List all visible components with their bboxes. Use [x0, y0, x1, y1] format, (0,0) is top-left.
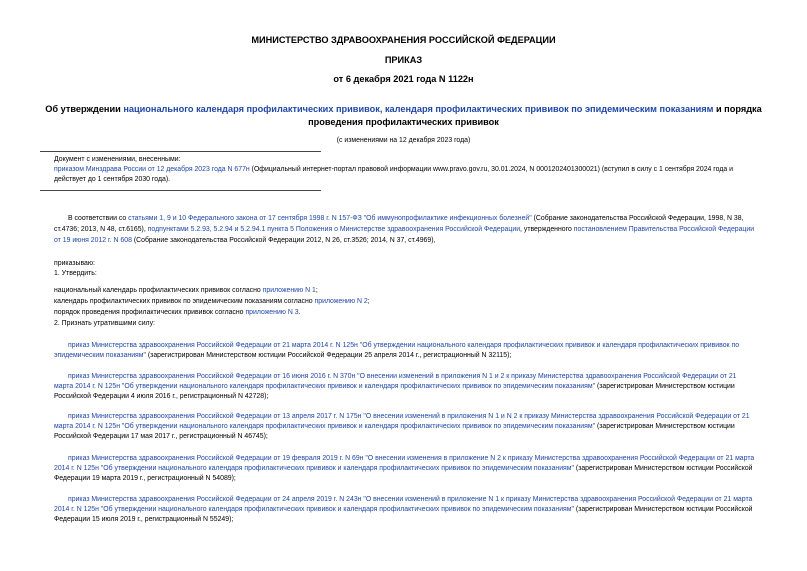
preamble-l2-b: , утвержденного — [520, 226, 574, 233]
government-decree-link[interactable]: постановлением Правительства Российской Федерации — [573, 226, 755, 233]
regulation-link[interactable]: подпунктами 5.2.93, 5.2.94 и 5.2.94.1 пункта 5 Положения о Министерстве здравоохранения Российской Федерации — [147, 226, 521, 233]
title-link[interactable]: национального календаря профилактических прививок, календаря профилактических прививок по эпидемическим показаниям — [123, 104, 714, 114]
item1-end: ; — [315, 287, 318, 294]
changes-bottom-rule — [40, 190, 321, 191]
repealed-order-5-line3: Федерации 15 июля 2019 г., регистрационный N 55249); — [54, 516, 234, 523]
item2-text: календарь профилактических прививок по эпидемическим показаниям согласно — [54, 298, 315, 305]
repealed-order-4-line1[interactable]: приказ Министерства здравоохранения Российской Федерации от 19 февраля 2019 г. N 69н "О внесении изменения в приложение N 2 к приказу Министерства здравоохранения Российской Федерации от 21 марта — [68, 455, 755, 462]
changes-top-rule — [40, 151, 321, 152]
document-title — [0, 104, 807, 114]
repealed-order-2-link[interactable]: марта 2014 г. N 125н "Об утверждении национального календаря профилактических прививок и календаря профилактических прививок по эпидемическим показаниям" — [54, 383, 596, 390]
repealed-order-3-line3: Российской Федерации 17 мая 2017 г., регистрационный N 46745); — [54, 433, 268, 440]
repealed-order-1-line1[interactable]: приказ Министерства здравоохранения Российской Федерации от 21 марта 2014 г. N 125н "Об утверждении национального календаря профилактических прививок и календаря профилактических прививок по — [68, 342, 740, 349]
repealed-order-5-line2 — [54, 506, 753, 513]
approve-item-1 — [54, 287, 318, 294]
changes-line2 — [54, 166, 733, 173]
preamble-l2-a: ст.4736; 2013, N 48, ст.6165), — [54, 226, 148, 233]
preamble-line1 — [68, 215, 743, 222]
date-number-heading: от 6 декабря 2021 года N 1122н — [333, 74, 474, 84]
title-mid: и порядка — [713, 104, 762, 114]
changes-label: Документ с изменениями, внесенными: — [54, 156, 181, 163]
repealed-order-3-rest: (зарегистрирован Министерством юстиции — [595, 423, 735, 430]
preamble-l1-b: (Собрание законодательства Российской Федерации, 1998, N 38, — [531, 215, 744, 222]
title-prefix: Об утверждении — [45, 104, 124, 114]
changes-line2-rest: (Официальный интернет-портал правовой информации www.pravo.gov.ru, 30.01.2024, N 0001202401300021) (вступил в силу с 1 сентября 2024 года и — [249, 166, 733, 173]
invalidate-item: 2. Признать утратившими силу: — [54, 320, 155, 327]
repealed-order-1-link[interactable]: эпидемическим показаниям" — [54, 352, 146, 359]
repealed-order-1-rest: (зарегистрирован Министерством юстиции Российской Федерации 25 апреля 2014 г., регистрационный N 32115); — [145, 352, 512, 359]
document-title-line2: проведения профилактических прививок — [308, 117, 499, 127]
approve-item-2 — [54, 298, 370, 305]
doc-type-heading: ПРИКАЗ — [384, 55, 423, 65]
repealed-order-3-line2 — [54, 423, 735, 430]
amended-note: (с изменениями на 12 декабря 2023 года) — [336, 137, 471, 144]
item1-text: национальный календарь профилактических прививок согласно — [54, 287, 263, 294]
repealed-order-2-line1[interactable]: приказ Министерства здравоохранения Российской Федерации от 16 июня 2016 г. N 370н "О внесении изменений в приложения N 1 и 2 к приказу Министерства здравоохранения Российской Федерации от 21 — [68, 373, 737, 380]
approve-item: 1. Утвердить: — [54, 270, 97, 277]
repealed-order-1-line2 — [54, 352, 511, 359]
repealed-order-2-line2 — [54, 383, 735, 390]
repealed-order-5-rest: (зарегистрирован Министерством юстиции Российской — [573, 506, 753, 513]
decree-date-link[interactable]: от 19 июня 2012 г. N 608 — [54, 237, 132, 244]
law-link[interactable]: статьями 1, 9 и 10 Федерального закона от 17 сентября 1998 г. N 157-ФЗ "Об иммунопрофилактике инфекционных болезней" — [128, 215, 532, 222]
prikazyvayu-text: приказываю: — [54, 260, 95, 267]
repealed-order-3-link[interactable]: марта 2014 г. N 125н "Об утверждении национального календаря профилактических прививок и календаря профилактических прививок по эпидемическим показаниям" — [54, 423, 596, 430]
repealed-order-3-line1[interactable]: приказ Министерства здравоохранения Российской Федерации от 13 апреля 2017 г. N 175н "О внесении изменений в приложения N 1 и N 2 к приказу Министерства здравоохранения Российской Федерации от 21 — [68, 413, 750, 420]
repealed-order-2-rest: (зарегистрирован Министерством юстиции — [595, 383, 735, 390]
changes-line3: действует до 1 сентября 2030 года). — [54, 176, 171, 183]
repealed-order-4-line3: Федерации 19 марта 2019 г., регистрационный N 54089); — [54, 475, 236, 482]
repealed-order-5-link[interactable]: 2014 г. N 125н "Об утверждении национального календаря профилактических прививок и календаря профилактических прививок по эпидемическим показаниям" — [54, 506, 574, 513]
item3-text: порядок проведения профилактических прививок согласно — [54, 309, 246, 316]
amending-order-link[interactable]: приказом Минздрава России от 12 декабря 2023 года N 677н — [54, 166, 250, 173]
appendix-1-link[interactable]: приложению N 1 — [262, 287, 316, 294]
repealed-order-4-link[interactable]: 2014 г. N 125н "Об утверждении национального календаря профилактических прививок и календаря профилактических прививок по эпидемическим показаниям" — [54, 465, 574, 472]
item2-end: ; — [367, 298, 370, 305]
preamble-line2 — [54, 226, 754, 233]
preamble-line3 — [54, 237, 435, 244]
preamble-l3-b: (Собрание законодательства Российской Федерации 2012, N 26, ст.3526; 2014, N 37, ст.4969), — [131, 237, 436, 244]
repealed-order-4-line2 — [54, 465, 753, 472]
appendix-2-link[interactable]: приложению N 2 — [314, 298, 368, 305]
approve-item-3 — [54, 309, 301, 316]
repealed-order-5-line1[interactable]: приказ Министерства здравоохранения Российской Федерации от 24 апреля 2019 г. N 243н "О внесении изменений в приложение N 1 к приказу Министерства здравоохранения Российской Федерации от 21 марта — [68, 496, 753, 503]
preamble-l1-a: В соответствии со — [68, 215, 129, 222]
appendix-3-link[interactable]: приложению N 3 — [245, 309, 299, 316]
repealed-order-4-rest: (зарегистрирован Министерством юстиции Российской — [573, 465, 753, 472]
repealed-order-2-line3: Российской Федерации 4 июля 2016 г., регистрационный N 42728); — [54, 393, 269, 400]
ministry-heading: МИНИСТЕРСТВО ЗДРАВООХРАНЕНИЯ РОССИЙСКОЙ ФЕДЕРАЦИИ — [251, 35, 556, 45]
item3-end: . — [298, 309, 301, 316]
